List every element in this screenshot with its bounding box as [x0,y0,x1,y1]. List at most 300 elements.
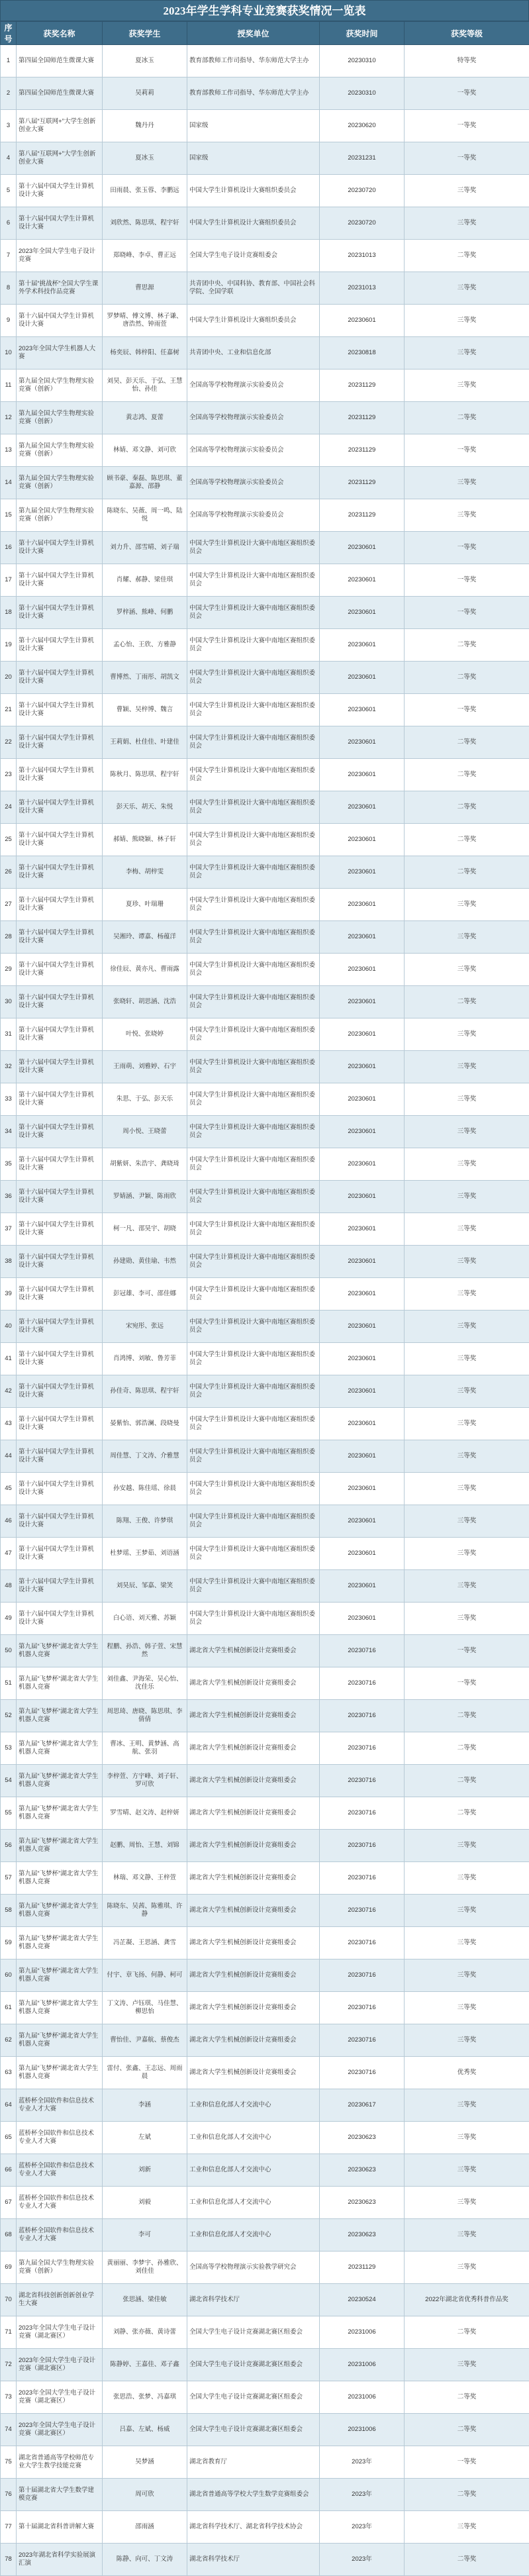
table-row [1,370,529,402]
cell-students: 李梓萱、方宇峰、刘子轩、罗可欣 [103,1765,187,1797]
cell-index: 20 [1,662,17,694]
cell-date: 20231006 [320,2349,405,2381]
cell-index: 72 [1,2349,17,2381]
cell-index: 21 [1,694,17,726]
cell-index: 31 [1,1018,17,1051]
cell-award-name: 第十六届中国大学生计算机设计大赛 [17,207,103,240]
cell-award-name: 第十六届中国大学生计算机设计大赛 [17,759,103,791]
table-row [1,1051,529,1083]
cell-level: 三等奖 [405,2349,529,2381]
cell-award-name: 2023年全国大学生电子设计竞赛 [17,240,103,272]
cell-award-name: 第十六届中国大学生计算机设计大赛 [17,1018,103,1051]
cell-award-name: 蓝桥杯全国软件和信息技术专业人才大赛 [17,2089,103,2122]
cell-level: 三等奖 [405,1051,529,1083]
cell-date: 20230716 [320,1635,405,1667]
cell-award-name: 第十六届中国大学生计算机设计大赛 [17,305,103,337]
cell-award-name: 第十六届中国大学生计算机设计大赛 [17,662,103,694]
cell-level: 三等奖 [405,954,529,986]
cell-award-name: 第十六届中国大学生计算机设计大赛 [17,1148,103,1181]
cell-award-name: 第十六届中国大学生计算机设计大赛 [17,1375,103,1408]
cell-students: 刘力升、邵雪晴、刘子瑞 [103,532,187,564]
cell-students: 刘毅 [103,2187,187,2219]
cell-issuer: 中国大学生计算机设计大赛中南地区赛组织委员会 [187,597,320,629]
table-body [1,45,529,2576]
cell-date: 20230716 [320,1830,405,1862]
cell-date: 20230601 [320,889,405,921]
cell-award-name: 第九届“飞梦杯”湖北省大学生机器人竞赛 [17,1895,103,1927]
cell-date: 20230310 [320,77,405,110]
cell-students: 赵鹏、周怡、王慧、刘锦 [103,1830,187,1862]
table-row [1,1830,529,1862]
cell-index: 2 [1,77,17,110]
cell-award-name: 第十六届中国大学生计算机设计大赛 [17,921,103,954]
cell-date: 20230716 [320,2057,405,2089]
cell-award-name: 第十六届中国大学生计算机设计大赛 [17,175,103,207]
table-row [1,1927,529,1959]
table-row [1,1343,529,1375]
cell-issuer: 中国大学生计算机设计大赛中南地区赛组织委员会 [187,1181,320,1213]
cell-issuer: 湖北省普通高等学校大学生数学竞赛组委会 [187,2479,320,2511]
cell-date: 20230601 [320,856,405,889]
cell-level: 三等奖 [405,2024,529,2057]
cell-level: 二等奖 [405,402,529,434]
cell-students: 叶悦、张晓婷 [103,1018,187,1051]
cell-issuer: 中国大学生计算机设计大赛中南地区赛组织委员会 [187,1116,320,1148]
cell-date: 20230601 [320,921,405,954]
table-row [1,434,529,467]
cell-issuer: 中国大学生计算机设计大赛中南地区赛组织委员会 [187,1538,320,1570]
cell-index: 25 [1,824,17,856]
table-row [1,824,529,856]
cell-award-name: 第十六届中国大学生计算机设计大赛 [17,629,103,662]
cell-level: 三等奖 [405,1992,529,2024]
table-row [1,597,529,629]
cell-award-name: 第十六届中国大学生计算机设计大赛 [17,1311,103,1343]
table-row [1,1603,529,1635]
cell-award-name: 第九届全国大学生物理实验竞赛（创新） [17,2252,103,2284]
table-row [1,2316,529,2349]
table-row [1,889,529,921]
cell-date: 20230720 [320,207,405,240]
cell-index: 65 [1,2122,17,2154]
cell-date: 20230623 [320,2122,405,2154]
table-row [1,2284,529,2316]
cell-index: 42 [1,1375,17,1408]
table-row [1,1635,529,1667]
table-row [1,1018,529,1051]
cell-issuer: 中国大学生计算机设计大赛中南地区赛组织委员会 [187,694,320,726]
cell-index: 67 [1,2187,17,2219]
cell-date: 20231129 [320,370,405,402]
table-row [1,1959,529,1992]
cell-index: 60 [1,1959,17,1992]
cell-award-name: 蓝桥杯全国软件和信息技术专业人才大赛 [17,2154,103,2187]
cell-level: 三等奖 [405,2154,529,2187]
cell-award-name: 第九届“飞梦杯”湖北省大学生机器人竞赛 [17,2057,103,2089]
cell-award-name: 2023年全国大学生机器人大赛 [17,337,103,370]
cell-index: 17 [1,564,17,597]
cell-award-name: 第九届“飞梦杯”湖北省大学生机器人竞赛 [17,1992,103,2024]
cell-students: 吴莉莉 [103,77,187,110]
cell-index: 8 [1,272,17,305]
cell-date: 20230601 [320,1603,405,1635]
cell-students: 王莉娟、杜佳佳、叶建佳 [103,726,187,759]
cell-index: 44 [1,1440,17,1473]
cell-award-name: 第九届全国大学生物理实验竞赛（创新） [17,467,103,499]
cell-award-name: 第十六届中国大学生计算机设计大赛 [17,824,103,856]
cell-index: 12 [1,402,17,434]
cell-students: 胡紫妍、朱浩宇、龚晓琦 [103,1148,187,1181]
cell-students: 柯一凡、邵昊宇、胡晓 [103,1213,187,1246]
cell-index: 47 [1,1538,17,1570]
cell-index: 18 [1,597,17,629]
cell-level: 二等奖 [405,1732,529,1765]
cell-date: 20230601 [320,1148,405,1181]
table-row [1,564,529,597]
cell-level: 二等奖 [405,2479,529,2511]
cell-date: 20231006 [320,2381,405,2414]
cell-students: 孙佳奇、陈思琪、程宇轩 [103,1375,187,1408]
cell-issuer: 中国大学生计算机设计大赛中南地区赛组织委员会 [187,1343,320,1375]
cell-level: 二等奖 [405,986,529,1018]
cell-index: 68 [1,2219,17,2252]
table-row [1,2154,529,2187]
table-row [1,1667,529,1700]
cell-students: 夏珍、叶瑞珊 [103,889,187,921]
cell-award-name: 第十六届中国大学生计算机设计大赛 [17,1051,103,1083]
cell-award-name: 第四届全国师范生微课大赛 [17,77,103,110]
cell-level: 三等奖 [405,1505,529,1538]
cell-index: 13 [1,434,17,467]
table-row [1,402,529,434]
cell-index: 69 [1,2252,17,2284]
cell-students: 杜梦瑶、王梦茹、刘语涵 [103,1538,187,1570]
cell-level: 优秀奖 [405,2057,529,2089]
cell-students: 吕嘉、左斌、杨威 [103,2414,187,2446]
cell-level: 一等奖 [405,532,529,564]
cell-students: 孙建勋、黄佳瑜、韦然 [103,1246,187,1278]
cell-students: 田雨晨、张玉蓉、李鹏远 [103,175,187,207]
table-row [1,2057,529,2089]
cell-issuer: 共青团中央、工业和信息化部 [187,337,320,370]
cell-date: 20230601 [320,726,405,759]
cell-award-name: 第十六届中国大学生计算机设计大赛 [17,986,103,1018]
table-row [1,2024,529,2057]
cell-students: 夏冰玉 [103,45,187,77]
cell-date: 20231013 [320,240,405,272]
cell-issuer: 教育部教师工作司指导、华东师范大学主办 [187,77,320,110]
cell-issuer: 湖北省大学生机械创新设计竞赛组委会 [187,1765,320,1797]
cell-issuer: 湖北省大学生机械创新设计竞赛组委会 [187,2024,320,2057]
cell-issuer: 中国大学生计算机设计大赛组织委员会 [187,305,320,337]
cell-issuer: 全国高等学校物理演示实验委员会 [187,402,320,434]
cell-issuer: 中国大学生计算机设计大赛中南地区赛组织委员会 [187,1148,320,1181]
cell-index: 16 [1,532,17,564]
cell-level: 三等奖 [405,175,529,207]
cell-date: 2023年 [320,2511,405,2544]
cell-level: 二等奖 [405,1797,529,1830]
cell-level: 二等奖 [405,791,529,824]
table-row [1,856,529,889]
cell-index: 39 [1,1278,17,1311]
header-level: 获奖等级 [405,22,529,45]
cell-students: 宋宛彤、张远 [103,1311,187,1343]
cell-date: 20230601 [320,662,405,694]
cell-level: 三等奖 [405,1343,529,1375]
cell-issuer: 全国高等学校物理演示实验委员会 [187,370,320,402]
cell-students: 白心语、刘天雅、苏颖 [103,1603,187,1635]
header-award-name: 获奖名称 [17,22,103,45]
cell-level: 三等奖 [405,921,529,954]
cell-issuer: 全国大学生电子设计竞赛湖北赛区组委会 [187,2316,320,2349]
cell-index: 61 [1,1992,17,2024]
cell-issuer: 全国大学生电子设计竞赛湖北赛区组委会 [187,2414,320,2446]
cell-issuer: 国家级 [187,110,320,142]
cell-level: 三等奖 [405,1213,529,1246]
cell-issuer: 湖北省大学生机械创新设计竞赛组委会 [187,1862,320,1895]
cell-students: 张思浩、张梦、冯嘉琪 [103,2381,187,2414]
cell-index: 11 [1,370,17,402]
cell-index: 63 [1,2057,17,2089]
cell-date: 20230716 [320,1959,405,1992]
cell-date: 20230716 [320,1700,405,1732]
table-row [1,2187,529,2219]
table-row [1,305,529,337]
cell-award-name: 第十六届中国大学生计算机设计大赛 [17,889,103,921]
cell-date: 20231129 [320,434,405,467]
cell-index: 28 [1,921,17,954]
cell-date: 20230601 [320,1213,405,1246]
cell-students: 周思琦、唐晓、陈思琪、李倩倩 [103,1700,187,1732]
cell-index: 9 [1,305,17,337]
cell-level: 三等奖 [405,1375,529,1408]
cell-issuer: 中国大学生计算机设计大赛中南地区赛组织委员会 [187,889,320,921]
cell-issuer: 中国大学生计算机设计大赛中南地区赛组织委员会 [187,662,320,694]
table-row [1,1732,529,1765]
cell-award-name: 第十六届中国大学生计算机设计大赛 [17,1538,103,1570]
cell-level: 三等奖 [405,2187,529,2219]
cell-students: 左斌 [103,2122,187,2154]
table-row [1,2252,529,2284]
table-row [1,45,529,77]
cell-level: 三等奖 [405,2219,529,2252]
cell-issuer: 中国大学生计算机设计大赛中南地区赛组织委员会 [187,1408,320,1440]
cell-level: 二等奖 [405,2381,529,2414]
table-row [1,272,529,305]
table-row [1,662,529,694]
cell-students: 曹思源 [103,272,187,305]
table-row [1,1473,529,1505]
table-row [1,2479,529,2511]
cell-date: 20230818 [320,337,405,370]
cell-award-name: 第九届全国大学生物理实验竞赛（创新） [17,434,103,467]
cell-students: 李可 [103,2219,187,2252]
cell-award-name: 第九届全国大学生物理实验竞赛（创新） [17,499,103,532]
cell-level: 二等奖 [405,726,529,759]
cell-students: 曹怡佳、尹嘉航、蔡俊杰 [103,2024,187,2057]
cell-issuer: 全国大学生电子设计竞赛湖北赛区组委会 [187,2381,320,2414]
cell-date: 20230601 [320,1311,405,1343]
cell-students: 曹博然、丁雨彤、胡凯文 [103,662,187,694]
header-issuer: 授奖单位 [187,22,320,45]
table-row [1,1148,529,1181]
cell-award-name: 第十届“挑战杯”全国大学生课外学术科技作品竞赛 [17,272,103,305]
cell-date: 20230601 [320,597,405,629]
cell-date: 20230716 [320,1765,405,1797]
cell-students: 李涵 [103,2089,187,2122]
cell-students: 罗梦晴、傅文博、林子谦、唐浩然、钟雨萱 [103,305,187,337]
cell-index: 43 [1,1408,17,1440]
cell-index: 50 [1,1635,17,1667]
cell-award-name: 蓝桥杯全国软件和信息技术专业人才大赛 [17,2122,103,2154]
cell-index: 52 [1,1700,17,1732]
cell-issuer: 湖北省大学生机械创新设计竞赛组委会 [187,1992,320,2024]
cell-issuer: 全国大学生电子设计竞赛湖北赛区组委会 [187,2349,320,2381]
cell-date: 20230720 [320,175,405,207]
cell-award-name: 第十届湖北省科普讲解大赛 [17,2511,103,2544]
cell-index: 48 [1,1570,17,1603]
table-row [1,2381,529,2414]
cell-index: 22 [1,726,17,759]
cell-level: 一等奖 [405,110,529,142]
header-index: 序号 [1,22,17,45]
table-row [1,1797,529,1830]
cell-date: 20231231 [320,142,405,175]
cell-issuer: 中国大学生计算机设计大赛中南地区赛组织委员会 [187,1603,320,1635]
cell-award-name: 第十六届中国大学生计算机设计大赛 [17,726,103,759]
cell-award-name: 2023年全国大学生电子设计竞赛（湖北赛区） [17,2381,103,2414]
cell-issuer: 工业和信息化部人才交流中心 [187,2219,320,2252]
cell-students: 陈静、向可、丁文涛 [103,2544,187,2576]
cell-award-name: 第十六届中国大学生计算机设计大赛 [17,1116,103,1148]
cell-issuer: 中国大学生计算机设计大赛中南地区赛组织委员会 [187,1505,320,1538]
cell-index: 1 [1,45,17,77]
cell-issuer: 湖北省大学生机械创新设计竞赛组委会 [187,1635,320,1667]
cell-students: 程鹏、孙浩、韩子萱、宋慧然 [103,1635,187,1667]
cell-issuer: 中国大学生计算机设计大赛中南地区赛组织委员会 [187,629,320,662]
cell-level: 三等奖 [405,1895,529,1927]
cell-students: 刘静、张亦薇、黄诗蕾 [103,2316,187,2349]
cell-level: 一等奖 [405,142,529,175]
cell-students: 郑晓峰、李卓、曹正远 [103,240,187,272]
cell-award-name: 第十六届中国大学生计算机设计大赛 [17,1181,103,1213]
cell-issuer: 湖北省大学生机械创新设计竞赛组委会 [187,2057,320,2089]
header-students: 获奖学生 [103,22,187,45]
table-row [1,1311,529,1343]
cell-date: 20230601 [320,1278,405,1311]
cell-date: 20230524 [320,2284,405,2316]
table-row [1,175,529,207]
cell-award-name: 第十六届中国大学生计算机设计大赛 [17,597,103,629]
cell-index: 45 [1,1473,17,1505]
cell-date: 20230601 [320,1051,405,1083]
cell-issuer: 共青团中央、中国科协、教育部、中国社会科学院、全国学联 [187,272,320,305]
cell-date: 20231129 [320,467,405,499]
cell-level: 三等奖 [405,1148,529,1181]
table-row [1,2544,529,2576]
cell-date: 2023年 [320,2479,405,2511]
table-row [1,207,529,240]
cell-level: 三等奖 [405,2511,529,2544]
cell-students: 刘昊辰、邹嘉、梁笑 [103,1570,187,1603]
cell-issuer: 中国大学生计算机设计大赛中南地区赛组织委员会 [187,532,320,564]
cell-students: 刘佳鑫、尹海荣、吴心怡、沈佳乐 [103,1667,187,1700]
cell-award-name: 第八届“互联网+”大学生创新创业大赛 [17,142,103,175]
cell-students: 肖鸿博、刘敏、鲁芳菲 [103,1343,187,1375]
cell-level: 三等奖 [405,207,529,240]
cell-award-name: 第十六届中国大学生计算机设计大赛 [17,1440,103,1473]
cell-issuer: 中国大学生计算机设计大赛中南地区赛组织委员会 [187,1051,320,1083]
cell-level: 三等奖 [405,337,529,370]
table-row [1,2446,529,2479]
cell-award-name: 第十六届中国大学生计算机设计大赛 [17,1246,103,1278]
cell-level: 一等奖 [405,434,529,467]
cell-award-name: 第九届全国大学生物理实验竞赛（创新） [17,402,103,434]
cell-date: 20230601 [320,1505,405,1538]
cell-index: 57 [1,1862,17,1895]
cell-date: 20230601 [320,791,405,824]
cell-students: 丁文涛、卢钰琪、马佳慧、柳思怡 [103,1992,187,2024]
table-row [1,77,529,110]
cell-issuer: 中国大学生计算机设计大赛中南地区赛组织委员会 [187,759,320,791]
table-row [1,1700,529,1732]
table-row [1,954,529,986]
cell-award-name: 第九届“飞梦杯”湖北省大学生机器人竞赛 [17,1635,103,1667]
cell-index: 38 [1,1246,17,1278]
cell-index: 36 [1,1181,17,1213]
award-table [0,21,529,2576]
table-row [1,467,529,499]
cell-date: 2023年 [320,2544,405,2576]
table-row [1,2511,529,2544]
cell-issuer: 中国大学生计算机设计大赛中南地区赛组织委员会 [187,986,320,1018]
cell-award-name: 第九届全国大学生物理实验竞赛（创新） [17,370,103,402]
cell-index: 23 [1,759,17,791]
cell-students: 王雨萌、刘雅婷、石宇 [103,1051,187,1083]
cell-date: 20230601 [320,759,405,791]
cell-index: 7 [1,240,17,272]
cell-level: 二等奖 [405,2316,529,2349]
cell-award-name: 第九届“飞梦杯”湖北省大学生机器人竞赛 [17,2024,103,2057]
cell-index: 76 [1,2479,17,2511]
cell-index: 35 [1,1148,17,1181]
cell-date: 20230601 [320,305,405,337]
cell-award-name: 2023年湖北省科学实验展演汇演 [17,2544,103,2576]
cell-award-name: 第九届“飞梦杯”湖北省大学生机器人竞赛 [17,1830,103,1862]
cell-date: 20230601 [320,1181,405,1213]
cell-date: 20230601 [320,1083,405,1116]
cell-students: 罗婧涵、尹颖、陈雨欣 [103,1181,187,1213]
cell-students: 周小悦、王晓蕾 [103,1116,187,1148]
cell-issuer: 中国大学生计算机设计大赛中南地区赛组织委员会 [187,791,320,824]
cell-issuer: 中国大学生计算机设计大赛中南地区赛组织委员会 [187,1018,320,1051]
cell-date: 20230617 [320,2089,405,2122]
cell-date: 2023年 [320,2446,405,2479]
cell-date: 20230601 [320,986,405,1018]
cell-index: 78 [1,2544,17,2576]
cell-students: 李梅、胡梓雯 [103,856,187,889]
cell-award-name: 第九届“飞梦杯”湖北省大学生机器人竞赛 [17,1667,103,1700]
cell-students: 晏紫怡、郭浩澜、段晓曼 [103,1408,187,1440]
cell-date: 20231013 [320,272,405,305]
cell-students: 彭冠雄、李可、邵佳娜 [103,1278,187,1311]
table-row [1,1992,529,2024]
cell-level: 三等奖 [405,2252,529,2284]
cell-index: 10 [1,337,17,370]
cell-index: 77 [1,2511,17,2544]
table-row [1,1083,529,1116]
cell-issuer: 中国大学生计算机设计大赛中南地区赛组织委员会 [187,1375,320,1408]
